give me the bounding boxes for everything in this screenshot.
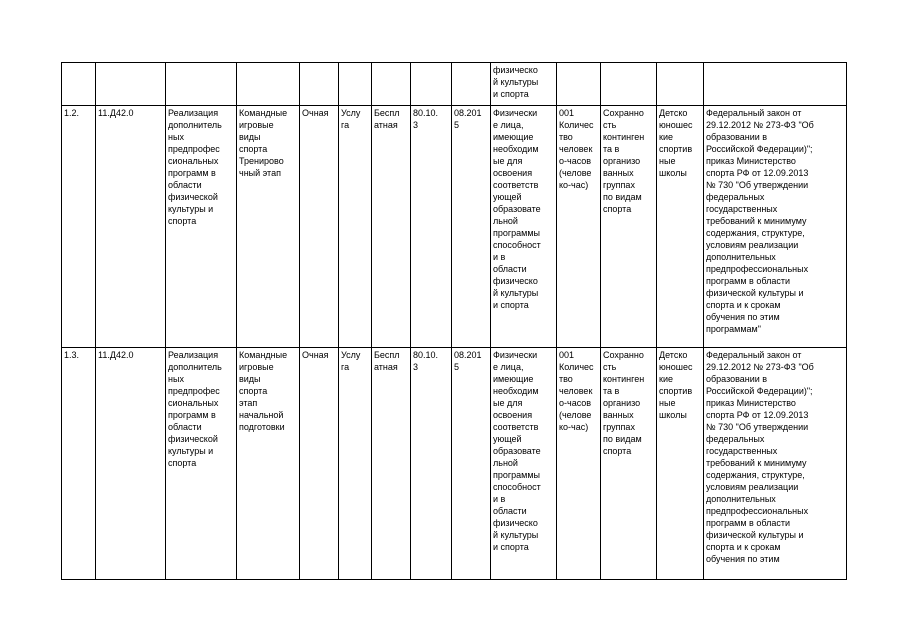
cell-law xyxy=(704,63,847,106)
cell-consumers: Физически е лица, имеющие необходим ые для освоения соответств ующей образовате льной программы способност и в области физическо й культуры и спорта xyxy=(491,106,557,348)
cell-num xyxy=(62,63,96,106)
services-registry-table xyxy=(61,62,847,580)
cell-indicator: 001 Количес тво человек о-часов (челове ко-час) xyxy=(557,106,601,348)
cell-law: Федеральный закон от 29.12.2012 № 273-ФЗ "Об образовании в Российской Федерации)"; приказ Министерство спорта РФ от 12.09.2013 № 730 "Об утверждении федеральных государственных требований к минимуму содержания, структуре, условиям реализации дополнительных предпрофессиональных программ в области физической культуры и спорта и к срокам обучения по этим программам" xyxy=(704,106,847,348)
table-row xyxy=(62,63,847,106)
cell-consumers: Физически е лица, имеющие необходим ые для освоения соответств ующей образовате льной программы способност и в области физическо й культуры и спорта xyxy=(491,348,557,580)
cell-volume: Сохранно сть континген та в организо ванных группах по видам спорта xyxy=(601,106,657,348)
cell-category: Командные игровые виды спорта этап начальной подготовки xyxy=(237,348,300,580)
cell-type: Услу га xyxy=(339,106,372,348)
cell-category xyxy=(237,63,300,106)
cell-volume: Сохранно сть континген та в организо ванных группах по видам спорта xyxy=(601,348,657,580)
table-row xyxy=(62,106,847,348)
cell-okved xyxy=(411,63,452,106)
cell-fee: Беспл атная xyxy=(372,348,411,580)
cell-content: Реализация дополнитель ных предпрофес сиональных программ в области физической культуры и спорта xyxy=(166,106,237,348)
cell-okved2 xyxy=(452,63,491,106)
cell-indicator xyxy=(557,63,601,106)
cell-code: 11.Д42.0 xyxy=(96,106,166,348)
cell-org: Детско юношес кие спортив ные школы xyxy=(657,348,704,580)
cell-content: Реализация дополнитель ных предпрофес сиональных программ в области физической культуры и спорта xyxy=(166,348,237,580)
cell-type: Услу га xyxy=(339,348,372,580)
cell-content xyxy=(166,63,237,106)
cell-okved2: 08.201 5 xyxy=(452,106,491,348)
cell-okved: 80.10. 3 xyxy=(411,348,452,580)
cell-code xyxy=(96,63,166,106)
cell-num: 1.2. xyxy=(62,106,96,348)
cell-org: Детско юношес кие спортив ные школы xyxy=(657,106,704,348)
cell-category: Командные игровые виды спорта Тренирово чный этап xyxy=(237,106,300,348)
cell-form: Очная xyxy=(300,348,339,580)
cell-law: Федеральный закон от 29.12.2012 № 273-ФЗ "Об образовании в Российской Федерации)"; приказ Министерство спорта РФ от 12.09.2013 № 730 "Об утверждении федеральных государственных требований к минимуму содержания, структуре, условиям реализации дополнительных предпрофессиональных программ в области физической культуры и спорта и к срокам обучения по этим xyxy=(704,348,847,580)
cell-consumers: физическо й культуры и спорта xyxy=(491,63,557,106)
cell-form: Очная xyxy=(300,106,339,348)
cell-okved: 80.10. 3 xyxy=(411,106,452,348)
cell-code: 11.Д42.0 xyxy=(96,348,166,580)
cell-fee xyxy=(372,63,411,106)
cell-volume xyxy=(601,63,657,106)
cell-fee: Беспл атная xyxy=(372,106,411,348)
cell-indicator: 001 Количес тво человек о-часов (челове ко-час) xyxy=(557,348,601,580)
table-row xyxy=(62,348,847,580)
cell-type xyxy=(339,63,372,106)
cell-org xyxy=(657,63,704,106)
cell-form xyxy=(300,63,339,106)
cell-okved2: 08.201 5 xyxy=(452,348,491,580)
cell-num: 1.3. xyxy=(62,348,96,580)
